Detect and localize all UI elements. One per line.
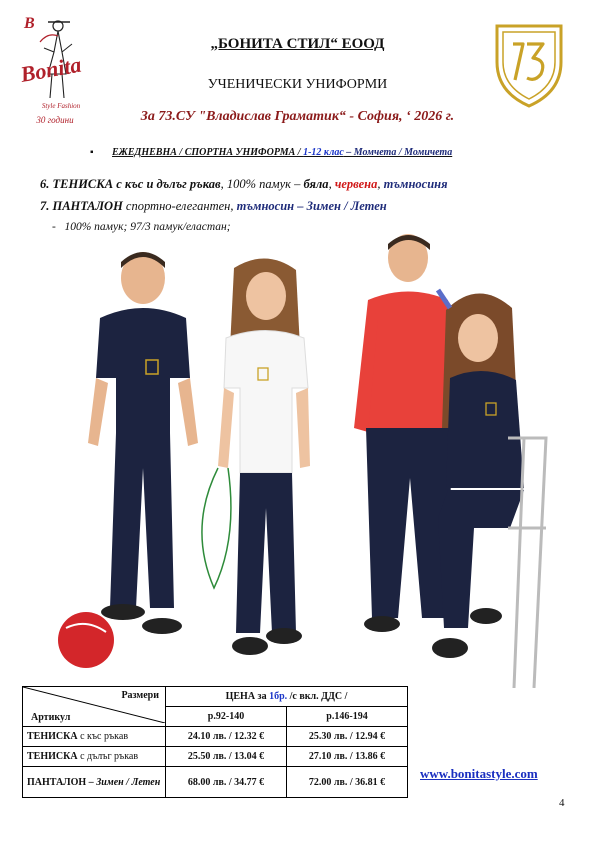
- table-row: [23, 727, 408, 747]
- table-corner-cell: [23, 687, 166, 727]
- price-header: [166, 687, 408, 707]
- bullet-icon: ▪: [90, 147, 94, 158]
- boy-navy-tshirt-figure: [58, 252, 198, 668]
- price-header-prefix: ЦЕНА за: [225, 691, 270, 702]
- row-article-extra: – Зимен / Летен: [86, 776, 161, 788]
- row-price-small: 25.50 лв. / 13.04 €: [166, 747, 287, 767]
- row-article-name: ТЕНИСКА: [27, 731, 78, 742]
- item-7-fabric: 100% памук; 97/3 памук/еластан;: [64, 221, 231, 233]
- item-6-name: ТЕНИСКА: [52, 177, 114, 191]
- item-7-name: ПАНТАЛОН: [52, 199, 123, 213]
- company-name: „БОНИТА СТИЛ“ ЕООД: [210, 36, 385, 52]
- row-article: [23, 727, 166, 747]
- row-article-name: ТЕНИСКА: [27, 751, 78, 762]
- section-grades: 1-12 клас: [303, 147, 344, 158]
- row-price-large: 72.00 лв. / 36.81 €: [287, 767, 408, 798]
- size-col-large: р.146-194: [287, 707, 408, 727]
- bonita-logo-figure-icon: [18, 12, 92, 112]
- boy-red-longsleeve-figure: [354, 234, 452, 632]
- svg-text:B: B: [24, 15, 35, 32]
- item-7-season: – Зимен / Летен: [294, 199, 387, 213]
- item-6-desc: с къс и дълъг ръкав: [113, 177, 221, 191]
- logo-years: 30 години: [36, 115, 74, 125]
- price-header-qty: 1бр.: [269, 691, 288, 702]
- section-audience: – Момчета / Момичета: [343, 147, 453, 158]
- item-6-fabric: , 100% памук –: [220, 177, 304, 191]
- svg-text:Bonita: Bonita: [18, 51, 84, 87]
- item-7-number: 7.: [40, 199, 50, 213]
- sizes-label: Размери: [121, 690, 159, 701]
- page-number: 4: [559, 797, 565, 809]
- item-6-color-red: червена: [334, 177, 378, 191]
- item-6-sep1: ,: [328, 177, 335, 191]
- row-article: [23, 767, 166, 798]
- girl-white-tshirt-figure: [202, 258, 310, 655]
- row-price-small: 24.10 лв. / 12.32 €: [166, 727, 287, 747]
- document-title: УЧЕНИЧЕСКИ УНИФОРМИ: [207, 77, 388, 92]
- price-header-suffix: /с вкл. ДДС /: [287, 691, 348, 702]
- item-6-color-white: бяла: [303, 177, 329, 191]
- item-6-sep2: ,: [377, 177, 384, 191]
- size-col-small: р.92-140: [166, 707, 287, 727]
- row-price-large: 25.30 лв. / 12.94 €: [287, 727, 408, 747]
- item-6-number: 6.: [40, 177, 50, 191]
- website-link[interactable]: www.bonitastyle.com: [420, 766, 538, 781]
- table-header-row: [23, 687, 408, 707]
- row-price-small: 68.00 лв. / 34.77 €: [166, 767, 287, 798]
- item-6-color-navy: тъмносиня: [383, 177, 448, 191]
- table-row: [23, 747, 408, 767]
- row-article-detail: с къс ръкав: [77, 731, 129, 742]
- table-row: [23, 767, 408, 798]
- row-price-large: 27.10 лв. / 13.86 €: [287, 747, 408, 767]
- school-line: За 73.СУ "Владислав Граматик“ - София, ‘ 2026 г.: [140, 109, 455, 124]
- price-table: [22, 686, 408, 798]
- logo-tagline: Style Fashion: [41, 102, 81, 110]
- dash-icon: -: [52, 221, 56, 233]
- section-heading: [90, 147, 452, 158]
- article-label: Артикул: [31, 712, 71, 723]
- item-7-desc: спортно-елегантен,: [122, 199, 237, 213]
- section-label: ЕЖЕДНЕВНА / СПОРТНА УНИФОРМА /: [112, 147, 304, 158]
- item-6-line: [40, 177, 448, 192]
- row-article-name: ПАНТАЛОН: [27, 776, 87, 788]
- item-7-color: тъмносин: [236, 199, 295, 213]
- row-article-detail: с дълъг ръкав: [77, 751, 139, 762]
- row-article: [23, 747, 166, 767]
- students-photo: [38, 228, 568, 688]
- item-7-line: [40, 199, 387, 214]
